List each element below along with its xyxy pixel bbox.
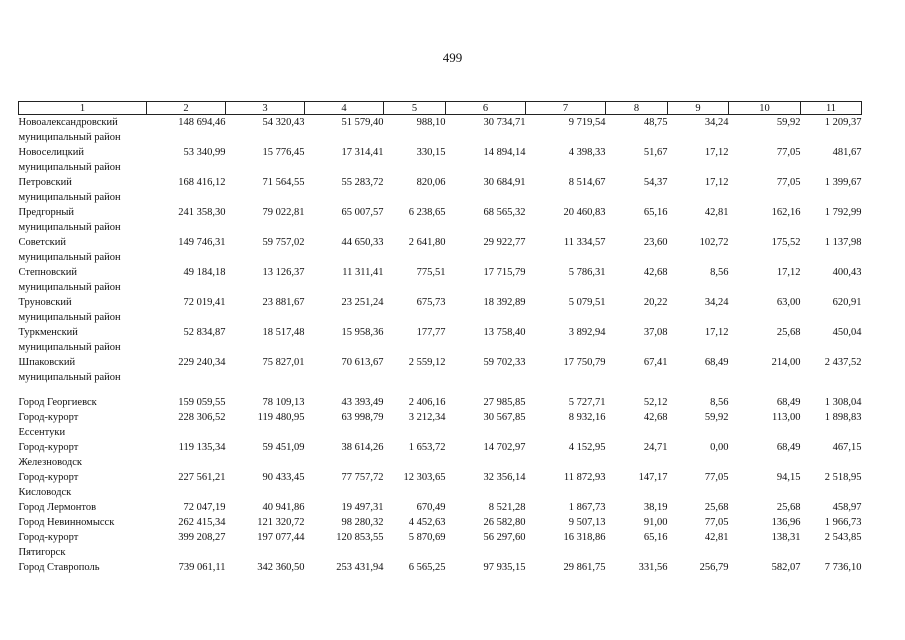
row-name-line: муниципальный район bbox=[18, 222, 121, 233]
cell-value: 1 137,98 bbox=[824, 237, 862, 248]
table-row bbox=[19, 235, 862, 265]
cell-value: 23 251,24 bbox=[341, 297, 384, 308]
table-row bbox=[19, 560, 862, 575]
cell-value: 197 077,44 bbox=[257, 532, 305, 543]
cell-value: 71 564,55 bbox=[262, 177, 305, 188]
cell-value: 42,81 bbox=[704, 207, 729, 218]
cell-value: 148 694,46 bbox=[178, 117, 226, 128]
row-name-line: Пятигорск bbox=[18, 547, 66, 558]
cell-value: 65,16 bbox=[643, 532, 668, 543]
cell-value: 11 311,41 bbox=[342, 267, 384, 278]
row-name-line: Новоалександровский bbox=[18, 117, 118, 128]
table-row bbox=[19, 175, 862, 205]
cell-value: 5 079,51 bbox=[568, 297, 606, 308]
row-name-line: Город-курорт bbox=[18, 532, 79, 543]
cell-value: 450,04 bbox=[832, 327, 862, 338]
cell-value: 63 998,79 bbox=[341, 412, 384, 423]
cell-value: 4 152,95 bbox=[568, 442, 606, 453]
cell-value: 75 827,01 bbox=[262, 357, 305, 368]
cell-value: 1 898,83 bbox=[824, 412, 862, 423]
cell-value: 55 283,72 bbox=[341, 177, 384, 188]
column-header: 4 bbox=[305, 102, 384, 115]
table-row bbox=[19, 145, 862, 175]
row-name bbox=[19, 560, 147, 575]
cell-value: 72 047,19 bbox=[183, 502, 226, 513]
cell-value: 2 437,52 bbox=[824, 357, 862, 368]
column-header: 3 bbox=[226, 102, 305, 115]
section-gap bbox=[19, 385, 862, 395]
row-name bbox=[19, 515, 147, 530]
row-name bbox=[19, 235, 147, 265]
column-header: 9 bbox=[668, 102, 729, 115]
row-name-line: муниципальный район bbox=[18, 162, 121, 173]
cell-value: 9 719,54 bbox=[568, 117, 606, 128]
cell-value: 18 392,89 bbox=[483, 297, 526, 308]
column-header: 6 bbox=[446, 102, 526, 115]
cell-value: 8,56 bbox=[710, 397, 729, 408]
cell-value: 675,73 bbox=[416, 297, 446, 308]
cell-value: 1 209,37 bbox=[824, 117, 862, 128]
row-name-line: Шпаковский bbox=[18, 357, 76, 368]
table-row bbox=[19, 295, 862, 325]
cell-value: 17,12 bbox=[704, 147, 729, 158]
cell-value: 481,67 bbox=[832, 147, 862, 158]
cell-value: 2 406,16 bbox=[408, 397, 446, 408]
cell-value: 77,05 bbox=[776, 147, 801, 158]
cell-value: 72 019,41 bbox=[183, 297, 226, 308]
cell-value: 1 308,04 bbox=[824, 397, 862, 408]
row-name-line: Предгорный bbox=[18, 207, 75, 218]
cell-value: 3 212,34 bbox=[408, 412, 446, 423]
cell-value: 15 776,45 bbox=[262, 147, 305, 158]
cell-value: 775,51 bbox=[416, 267, 446, 278]
row-name bbox=[19, 325, 147, 355]
cell-value: 16 318,86 bbox=[563, 532, 606, 543]
cell-value: 25,68 bbox=[704, 502, 729, 513]
cell-value: 138,31 bbox=[771, 532, 801, 543]
row-name bbox=[19, 205, 147, 235]
cell-value: 24,71 bbox=[643, 442, 668, 453]
row-name-line: Город Георгиевск bbox=[18, 397, 97, 408]
cell-value: 77,05 bbox=[776, 177, 801, 188]
cell-value: 38 614,26 bbox=[341, 442, 384, 453]
cell-value: 1 653,72 bbox=[408, 442, 446, 453]
row-name bbox=[19, 440, 147, 470]
cell-value: 78 109,13 bbox=[262, 397, 305, 408]
cell-value: 8,56 bbox=[710, 267, 729, 278]
cell-value: 17,12 bbox=[704, 327, 729, 338]
cell-value: 214,00 bbox=[771, 357, 801, 368]
row-name bbox=[19, 355, 147, 385]
cell-value: 3 892,94 bbox=[568, 327, 606, 338]
cell-value: 77,05 bbox=[704, 517, 729, 528]
cell-value: 4 452,63 bbox=[408, 517, 446, 528]
column-header-row bbox=[19, 102, 862, 115]
row-name-line: Город-курорт bbox=[18, 442, 79, 453]
cell-value: 52 834,87 bbox=[183, 327, 226, 338]
cell-value: 11 334,57 bbox=[563, 237, 606, 248]
cell-value: 820,06 bbox=[416, 177, 446, 188]
table-row bbox=[19, 325, 862, 355]
cell-value: 136,96 bbox=[771, 517, 801, 528]
column-header: 5 bbox=[384, 102, 446, 115]
row-name-line: муниципальный район bbox=[18, 192, 121, 203]
cell-value: 2 518,95 bbox=[824, 472, 862, 483]
cell-value: 6 565,25 bbox=[408, 562, 446, 573]
cell-value: 17 750,79 bbox=[563, 357, 606, 368]
cell-value: 399 208,27 bbox=[178, 532, 226, 543]
cell-value: 13 758,40 bbox=[483, 327, 526, 338]
table-row bbox=[19, 205, 862, 235]
row-name bbox=[19, 145, 147, 175]
cell-value: 32 356,14 bbox=[483, 472, 526, 483]
cell-value: 53 340,99 bbox=[183, 147, 226, 158]
cell-value: 48,75 bbox=[643, 117, 668, 128]
cell-value: 1 966,73 bbox=[824, 517, 862, 528]
cell-value: 670,49 bbox=[416, 502, 446, 513]
cell-value: 0,00 bbox=[710, 442, 729, 453]
cell-value: 120 853,55 bbox=[336, 532, 384, 543]
cell-value: 25,68 bbox=[776, 502, 801, 513]
row-name bbox=[19, 470, 147, 500]
column-header: 8 bbox=[606, 102, 668, 115]
cell-value: 42,68 bbox=[643, 267, 668, 278]
table-row bbox=[19, 440, 862, 470]
table-row bbox=[19, 115, 862, 146]
row-name bbox=[19, 265, 147, 295]
cell-value: 7 736,10 bbox=[824, 562, 862, 573]
cell-value: 59 451,09 bbox=[262, 442, 305, 453]
cell-value: 467,15 bbox=[832, 442, 862, 453]
table-row bbox=[19, 500, 862, 515]
cell-value: 43 393,49 bbox=[341, 397, 384, 408]
column-header: 11 bbox=[801, 102, 862, 115]
cell-value: 77,05 bbox=[704, 472, 729, 483]
cell-value: 54,37 bbox=[643, 177, 668, 188]
cell-value: 59 702,33 bbox=[483, 357, 526, 368]
cell-value: 159 059,55 bbox=[178, 397, 226, 408]
cell-value: 51 579,40 bbox=[341, 117, 384, 128]
cell-value: 25,68 bbox=[776, 327, 801, 338]
row-name-line: Железноводск bbox=[18, 457, 83, 468]
row-name-line: Туркменский bbox=[18, 327, 78, 338]
cell-value: 228 306,52 bbox=[178, 412, 226, 423]
cell-value: 14 894,14 bbox=[483, 147, 526, 158]
cell-value: 256,79 bbox=[699, 562, 729, 573]
column-header: 7 bbox=[526, 102, 606, 115]
cell-value: 121 320,72 bbox=[257, 517, 305, 528]
data-table bbox=[18, 101, 862, 575]
cell-value: 342 360,50 bbox=[257, 562, 305, 573]
cell-value: 56 297,60 bbox=[483, 532, 526, 543]
row-name bbox=[19, 295, 147, 325]
cell-value: 68,49 bbox=[776, 397, 801, 408]
row-name bbox=[19, 500, 147, 515]
cell-value: 19 497,31 bbox=[341, 502, 384, 513]
row-name-line: Город Ставрополь bbox=[18, 562, 100, 573]
row-name-line: Труновский bbox=[18, 297, 72, 308]
cell-value: 582,07 bbox=[771, 562, 801, 573]
table-row bbox=[19, 395, 862, 410]
row-name bbox=[19, 530, 147, 560]
cell-value: 4 398,33 bbox=[568, 147, 606, 158]
row-name bbox=[19, 395, 147, 410]
cell-value: 11 872,93 bbox=[563, 472, 606, 483]
cell-value: 68 565,32 bbox=[483, 207, 526, 218]
cell-value: 15 958,36 bbox=[341, 327, 384, 338]
cell-value: 5 870,69 bbox=[408, 532, 446, 543]
table-row bbox=[19, 265, 862, 295]
cell-value: 77 757,72 bbox=[341, 472, 384, 483]
row-name-line: Ессентуки bbox=[18, 427, 66, 438]
cell-value: 67,41 bbox=[643, 357, 668, 368]
cell-value: 26 582,80 bbox=[483, 517, 526, 528]
cell-value: 2 543,85 bbox=[824, 532, 862, 543]
column-header: 10 bbox=[729, 102, 801, 115]
cell-value: 29 861,75 bbox=[563, 562, 606, 573]
cell-value: 12 303,65 bbox=[403, 472, 446, 483]
cell-value: 5 727,71 bbox=[568, 397, 606, 408]
cell-value: 119 480,95 bbox=[257, 412, 305, 423]
cell-value: 113,00 bbox=[772, 412, 801, 423]
cell-value: 119 135,34 bbox=[178, 442, 226, 453]
cell-value: 8 932,16 bbox=[568, 412, 606, 423]
cell-value: 38,19 bbox=[643, 502, 668, 513]
cell-value: 51,67 bbox=[643, 147, 668, 158]
cell-value: 91,00 bbox=[643, 517, 668, 528]
cell-value: 37,08 bbox=[643, 327, 668, 338]
row-name-line: Советский bbox=[18, 237, 67, 248]
cell-value: 14 702,97 bbox=[483, 442, 526, 453]
cell-value: 90 433,45 bbox=[262, 472, 305, 483]
table-row bbox=[19, 530, 862, 560]
cell-value: 9 507,13 bbox=[568, 517, 606, 528]
cell-value: 620,91 bbox=[832, 297, 862, 308]
cell-value: 13 126,37 bbox=[262, 267, 305, 278]
cell-value: 65 007,57 bbox=[341, 207, 384, 218]
cell-value: 30 684,91 bbox=[483, 177, 526, 188]
cell-value: 97 935,15 bbox=[483, 562, 526, 573]
cell-value: 59,92 bbox=[776, 117, 801, 128]
cell-value: 6 238,65 bbox=[408, 207, 446, 218]
table-row bbox=[19, 355, 862, 385]
cell-value: 49 184,18 bbox=[183, 267, 226, 278]
cell-value: 54 320,43 bbox=[262, 117, 305, 128]
cell-value: 68,49 bbox=[776, 442, 801, 453]
cell-value: 241 358,30 bbox=[178, 207, 226, 218]
cell-value: 94,15 bbox=[776, 472, 801, 483]
cell-value: 20 460,83 bbox=[563, 207, 606, 218]
cell-value: 229 240,34 bbox=[178, 357, 226, 368]
cell-value: 331,56 bbox=[638, 562, 668, 573]
row-name bbox=[19, 410, 147, 440]
cell-value: 262 415,34 bbox=[178, 517, 226, 528]
cell-value: 177,77 bbox=[416, 327, 446, 338]
cell-value: 30 734,71 bbox=[483, 117, 526, 128]
cell-value: 20,22 bbox=[643, 297, 668, 308]
row-name-line: муниципальный район bbox=[18, 372, 121, 383]
cell-value: 70 613,67 bbox=[341, 357, 384, 368]
cell-value: 44 650,33 bbox=[341, 237, 384, 248]
cell-value: 147,17 bbox=[638, 472, 668, 483]
cell-value: 175,52 bbox=[771, 237, 801, 248]
cell-value: 988,10 bbox=[416, 117, 446, 128]
cell-value: 149 746,31 bbox=[178, 237, 226, 248]
cell-value: 1 867,73 bbox=[568, 502, 606, 513]
cell-value: 1 792,99 bbox=[824, 207, 862, 218]
cell-value: 98 280,32 bbox=[341, 517, 384, 528]
row-name-line: Город-курорт bbox=[18, 472, 79, 483]
cell-value: 17,12 bbox=[776, 267, 801, 278]
table-row bbox=[19, 515, 862, 530]
row-name-line: Петровский bbox=[18, 177, 72, 188]
cell-value: 162,16 bbox=[771, 207, 801, 218]
row-name bbox=[19, 175, 147, 205]
row-name-line: Новоселицкий bbox=[18, 147, 84, 158]
cell-value: 400,43 bbox=[832, 267, 862, 278]
cell-value: 458,97 bbox=[832, 502, 862, 513]
cell-value: 42,81 bbox=[704, 532, 729, 543]
table-body bbox=[19, 115, 862, 576]
row-name-line: Город Невинномысск bbox=[18, 517, 115, 528]
cell-value: 29 922,77 bbox=[483, 237, 526, 248]
cell-value: 2 641,80 bbox=[408, 237, 446, 248]
page-number: 499 bbox=[442, 50, 463, 65]
row-name-line: Степновский bbox=[18, 267, 77, 278]
cell-value: 18 517,48 bbox=[262, 327, 305, 338]
row-name-line: муниципальный район bbox=[18, 252, 121, 263]
cell-value: 52,12 bbox=[643, 397, 668, 408]
cell-value: 79 022,81 bbox=[262, 207, 305, 218]
row-name-line: Кисловодск bbox=[18, 487, 72, 498]
row-name bbox=[19, 115, 147, 146]
row-name-line: муниципальный район bbox=[18, 282, 121, 293]
column-header: 1 bbox=[19, 102, 147, 115]
cell-value: 23 881,67 bbox=[262, 297, 305, 308]
cell-value: 2 559,12 bbox=[408, 357, 446, 368]
cell-value: 40 941,86 bbox=[262, 502, 305, 513]
row-name-line: муниципальный район bbox=[18, 342, 121, 353]
cell-value: 27 985,85 bbox=[483, 397, 526, 408]
cell-value: 253 431,94 bbox=[336, 562, 384, 573]
table-row bbox=[19, 470, 862, 500]
cell-value: 68,49 bbox=[704, 357, 729, 368]
cell-value: 34,24 bbox=[704, 117, 729, 128]
cell-value: 23,60 bbox=[643, 237, 668, 248]
cell-value: 8 521,28 bbox=[488, 502, 526, 513]
table-row bbox=[19, 410, 862, 440]
cell-value: 34,24 bbox=[704, 297, 729, 308]
cell-value: 42,68 bbox=[643, 412, 668, 423]
cell-value: 59,92 bbox=[704, 412, 729, 423]
cell-value: 59 757,02 bbox=[262, 237, 305, 248]
cell-value: 5 786,31 bbox=[568, 267, 606, 278]
row-name-line: Город Лермонтов bbox=[18, 502, 97, 513]
cell-value: 1 399,67 bbox=[824, 177, 862, 188]
cell-value: 17 715,79 bbox=[483, 267, 526, 278]
cell-value: 8 514,67 bbox=[568, 177, 606, 188]
row-name-line: муниципальный район bbox=[18, 132, 121, 143]
cell-value: 30 567,85 bbox=[483, 412, 526, 423]
row-name-line: муниципальный район bbox=[18, 312, 121, 323]
cell-value: 168 416,12 bbox=[178, 177, 226, 188]
row-name-line: Город-курорт bbox=[18, 412, 79, 423]
cell-value: 330,15 bbox=[416, 147, 446, 158]
cell-value: 739 061,11 bbox=[178, 562, 226, 573]
cell-value: 102,72 bbox=[699, 237, 729, 248]
cell-value: 65,16 bbox=[643, 207, 668, 218]
cell-value: 17,12 bbox=[704, 177, 729, 188]
cell-value: 227 561,21 bbox=[178, 472, 226, 483]
cell-value: 63,00 bbox=[776, 297, 801, 308]
cell-value: 17 314,41 bbox=[341, 147, 384, 158]
column-header: 2 bbox=[147, 102, 226, 115]
